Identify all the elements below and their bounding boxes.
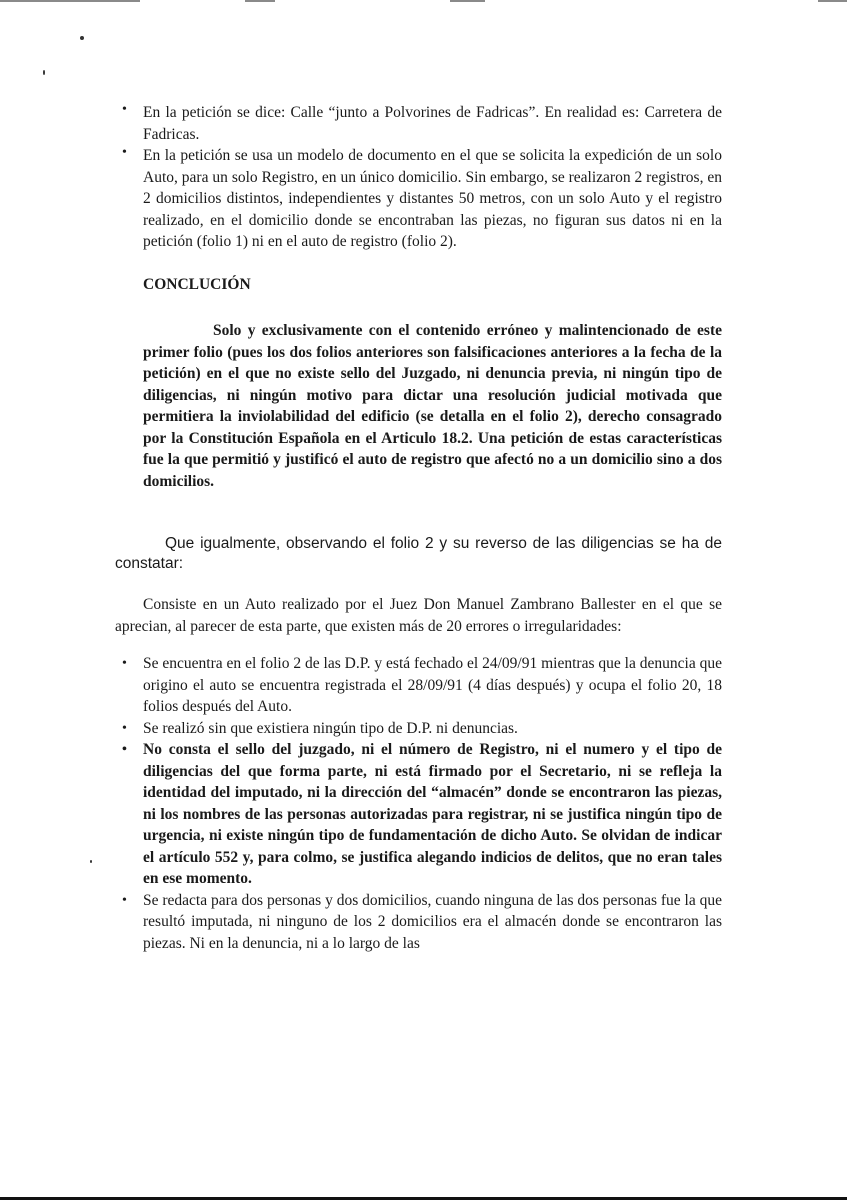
consiste-paragraph: Consiste en un Auto realizado por el Juez Don Manuel Zambrano Ballester en el que se aprecian, al parecer de esta parte, que existen más de 20 errores o irregularidades:: [115, 596, 722, 635]
intro-bullet-list: [118, 102, 722, 253]
bullet-text: Se redacta para dos personas y dos domicilios, cuando ninguna de las dos personas fue la que resultó imputada, ni ninguno de los 2 domicilios era el almacén donde se encontraron las piezas. Ni en la denuncia, ni a lo largo de las: [143, 891, 722, 952]
scan-edge-top-mid2: [450, 0, 485, 2]
list-item: [118, 102, 722, 145]
list-item: [118, 653, 722, 718]
scan-speck: [80, 36, 84, 40]
bullet-icon: •: [122, 656, 127, 671]
scan-edge-top-mid1: [245, 0, 275, 2]
bullet-icon: •: [122, 742, 127, 757]
bullet-text: Se realizó sin que existiera ningún tipo de D.P. ni denuncias.: [143, 719, 518, 737]
scan-speck: [43, 70, 45, 75]
list-item: [118, 718, 722, 740]
bullet-icon: •: [122, 102, 127, 117]
bullet-text: En la petición se dice: Calle “junto a Polvorines de Fadricas”. En realidad es: Carretera de Fadricas.: [143, 104, 722, 143]
bullet-text: Se encuentra en el folio 2 de las D.P. y está fechado el 24/09/91 mientras que la denuncia que origino el auto se encuentra registrada el 28/09/91 (4 días después) y ocupa el folio 20, 18 folios después del Auto.: [143, 655, 722, 715]
bullet-text: No consta el sello del juzgado, ni el número de Registro, ni el numero y el tipo de diligencias del que forma parte, ni está firmado por el Secretario, ni se refleja la identidad del imputado, ni la dirección del “almacén” donde se encontraron las piezas, ni los nombres de las personas autorizadas para registrar, ni se justifica ningún tipo de urgencia, ni existe ningún tipo de fundamentación de dicho Auto. Se olvidan de indicar el artículo 552 y, para colmo, se justifica alegando indicios de delitos, que no eran tales en ese momento.: [143, 741, 722, 887]
irregularities-list: [118, 653, 722, 954]
bullet-icon: •: [122, 145, 127, 160]
list-item: [118, 145, 722, 253]
scan-edge-top-right: [818, 0, 847, 2]
list-item: [118, 739, 722, 890]
scan-speck: [90, 860, 92, 863]
conclusion-heading: CONCLUCIÓN: [143, 275, 251, 293]
list-item: [118, 890, 722, 955]
bullet-icon: •: [122, 720, 127, 736]
conclusion-paragraph: Solo y exclusivamente con el contenido erróneo y malintencionado de este primer folio (pues los dos folios anteriores son falsificaciones anteriores a la fecha de la petición) en el que no existe sello del Juzgado, ni denuncia previa, ni ningún tipo de diligencias, ni ningún motivo para dictar una resolución judicial motivada que permitiera la inviolabilidad del edificio (se detalla en el folio 2), derecho consagrado por la Constitución Española en el Articulo 18.2. Una petición de estas características fue la que permitió y justificó el auto de registro que afectó no a un domicilio sino a dos domicilios.: [143, 322, 722, 490]
bullet-icon: •: [122, 892, 127, 908]
bullet-text: En la petición se usa un modelo de documento en el que se solicita la expedición de un solo Auto, para un solo Registro, en un único domicilio. Sin embargo, se realizaron 2 registros, en 2 domicilios distintos, independientes y distantes 50 metros, con un solo Auto y el registro realizado, en el domicilio donde se encontraban las piezas, no figuran sus datos ni en la petición (folio 1) ni en el auto de registro (folio 2).: [143, 147, 722, 250]
scan-edge-top-left: [0, 0, 140, 2]
observation-paragraph: Que igualmente, observando el folio 2 y su reverso de las diligencias se ha de constatar:: [115, 535, 722, 572]
document-page: [115, 102, 722, 954]
